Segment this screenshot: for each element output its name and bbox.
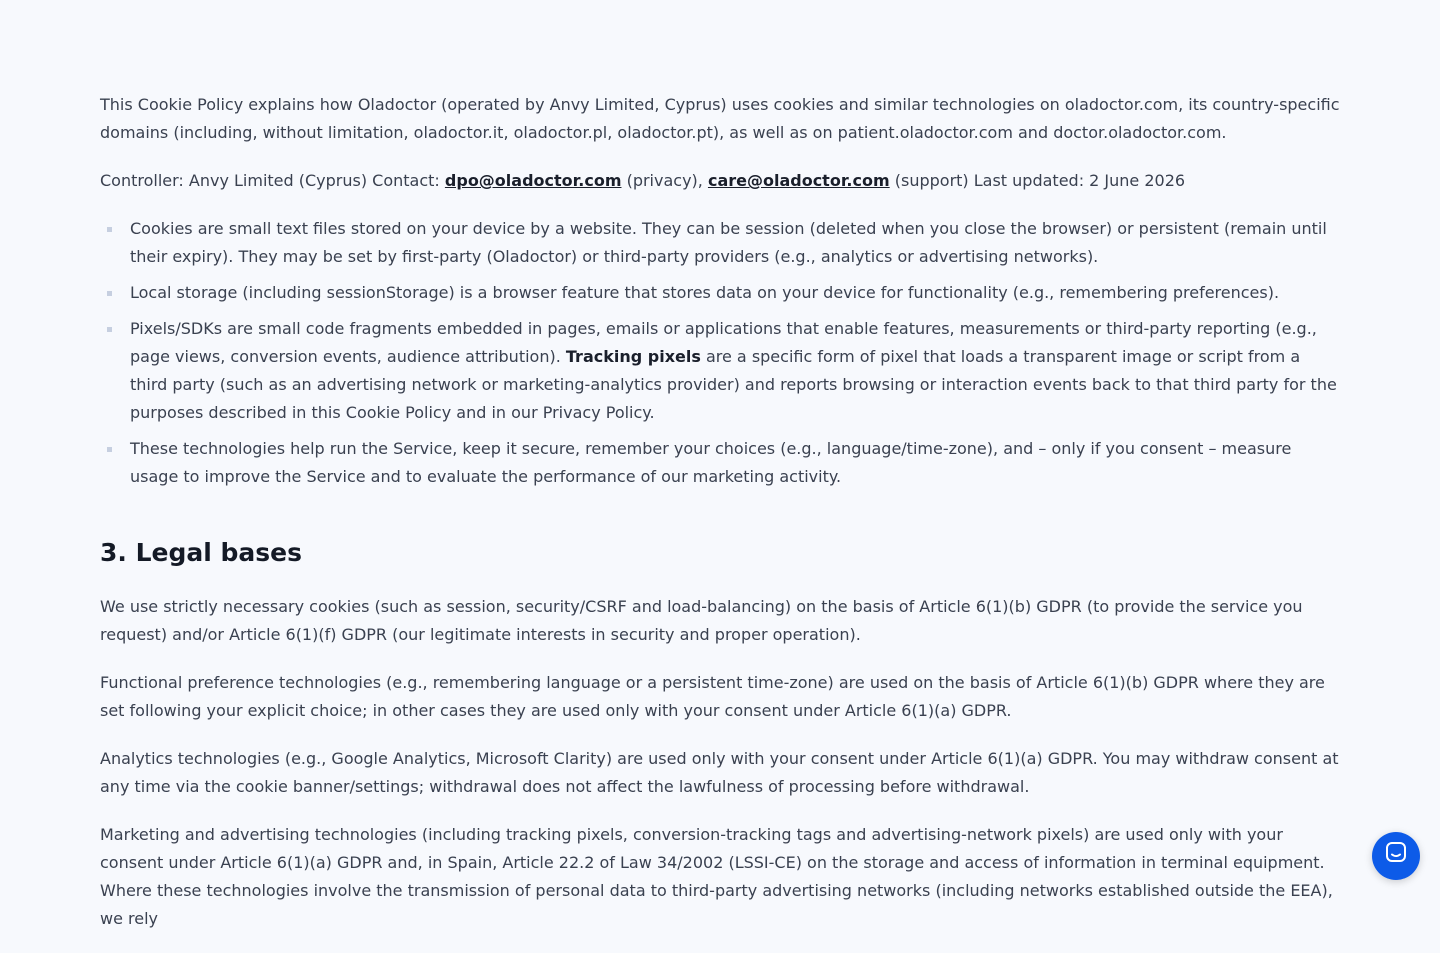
legal-basis-paragraph: Analytics technologies (e.g., Google Analytics, Microsoft Clarity) are used only with your consent under Article 6(1)(a) GDPR. You may withdraw consent at any time via the cookie banner/settings; withdrawal does not affect the lawfulness of processing before withdrawal.: [100, 749, 1339, 796]
care-email-link[interactable]: care@oladoctor.com: [707, 171, 890, 190]
controller-prefix: Controller: Anvy Limited (Cyprus) Contact:: [100, 171, 445, 190]
legal-basis-paragraph: Functional preference technologies (e.g., remembering language or a persistent time-zone) are used on the basis of Article 6(1)(b) GDPR where they are set following your explicit choice; in other cases they are used only with your consent under Article 6(1)(a) GDPR.: [100, 673, 1325, 720]
legal-basis-paragraph: We use strictly necessary cookies (such as session, security/CSRF and load-balancing) on the basis of Article 6(1)(b) GDPR (to provide the service you request) and/or Article 6(1)(f) GDPR (our legitimate interests in security and proper operation).: [100, 597, 1303, 644]
intro-paragraph: This Cookie Policy explains how Oladoctor (operated by Anvy Limited, Cyprus) uses cookies and similar technologies on oladoctor.com, its country-specific domains (including, without limitation, oladoctor.it, oladoctor.pl, oladoctor.pt), as well as on patient.oladoctor.com and doctor.oladoctor.com.: [100, 95, 1340, 142]
chat-icon: [1384, 840, 1408, 873]
list-item: Local storage (including sessionStorage) is a browser feature that stores data on your device for functionality (e.g., remembering preferences).: [100, 279, 1340, 307]
legal-basis-paragraph: Marketing and advertising technologies (including tracking pixels, conversion-tracking tags and advertising-network pixels) are used only with your consent under Article 6(1)(a) GDPR and, in Spain, Article 22.2 of Law 34/2002 (LSSI-CE) on the storage and access of information in terminal equipment. Where these technologies involve the transmission of personal data to third-party advertising networks (including networks established outside the EEA), we rely: [100, 825, 1333, 928]
privacy-text: (privacy),: [621, 171, 708, 190]
tracking-pixels-term: Tracking pixels: [565, 347, 701, 366]
policy-content: [100, 91, 1340, 953]
section-heading: 3. Legal bases: [100, 538, 303, 567]
definitions-list: [100, 215, 1340, 491]
support-text: (support) Last updated: 2 June 2026: [889, 171, 1186, 190]
item3-before: Pixels/SDKs are small code fragments embedded in pages, emails or applications that enable features, measurements or third-party reporting (e.g., page views, conversion events, audience attribution).: [130, 319, 1317, 366]
controller-paragraph: [100, 167, 1340, 195]
list-item: [100, 315, 1340, 427]
chat-launcher-button[interactable]: [1372, 832, 1420, 880]
list-item: Cookies are small text files stored on your device by a website. They can be session (deleted when you close the browser) or persistent (remain until their expiry). They may be set by first-party (Oladoctor) or third-party providers (e.g., analytics or advertising networks).: [100, 215, 1340, 271]
item3-after: are a specific form of pixel that loads a transparent image or script from a third party (such as an advertising network or marketing-analytics provider) and reports browsing or interaction events back to that third party for the purposes described in this Cookie Policy and in our Privacy Policy.: [130, 347, 1337, 422]
list-item: These technologies help run the Service, keep it secure, remember your choices (e.g., language/time-zone), and – only if you consent – measure usage to improve the Service and to evaluate the performance of our marketing activity.: [100, 435, 1340, 491]
dpo-email-link[interactable]: dpo@oladoctor.com: [444, 171, 622, 190]
